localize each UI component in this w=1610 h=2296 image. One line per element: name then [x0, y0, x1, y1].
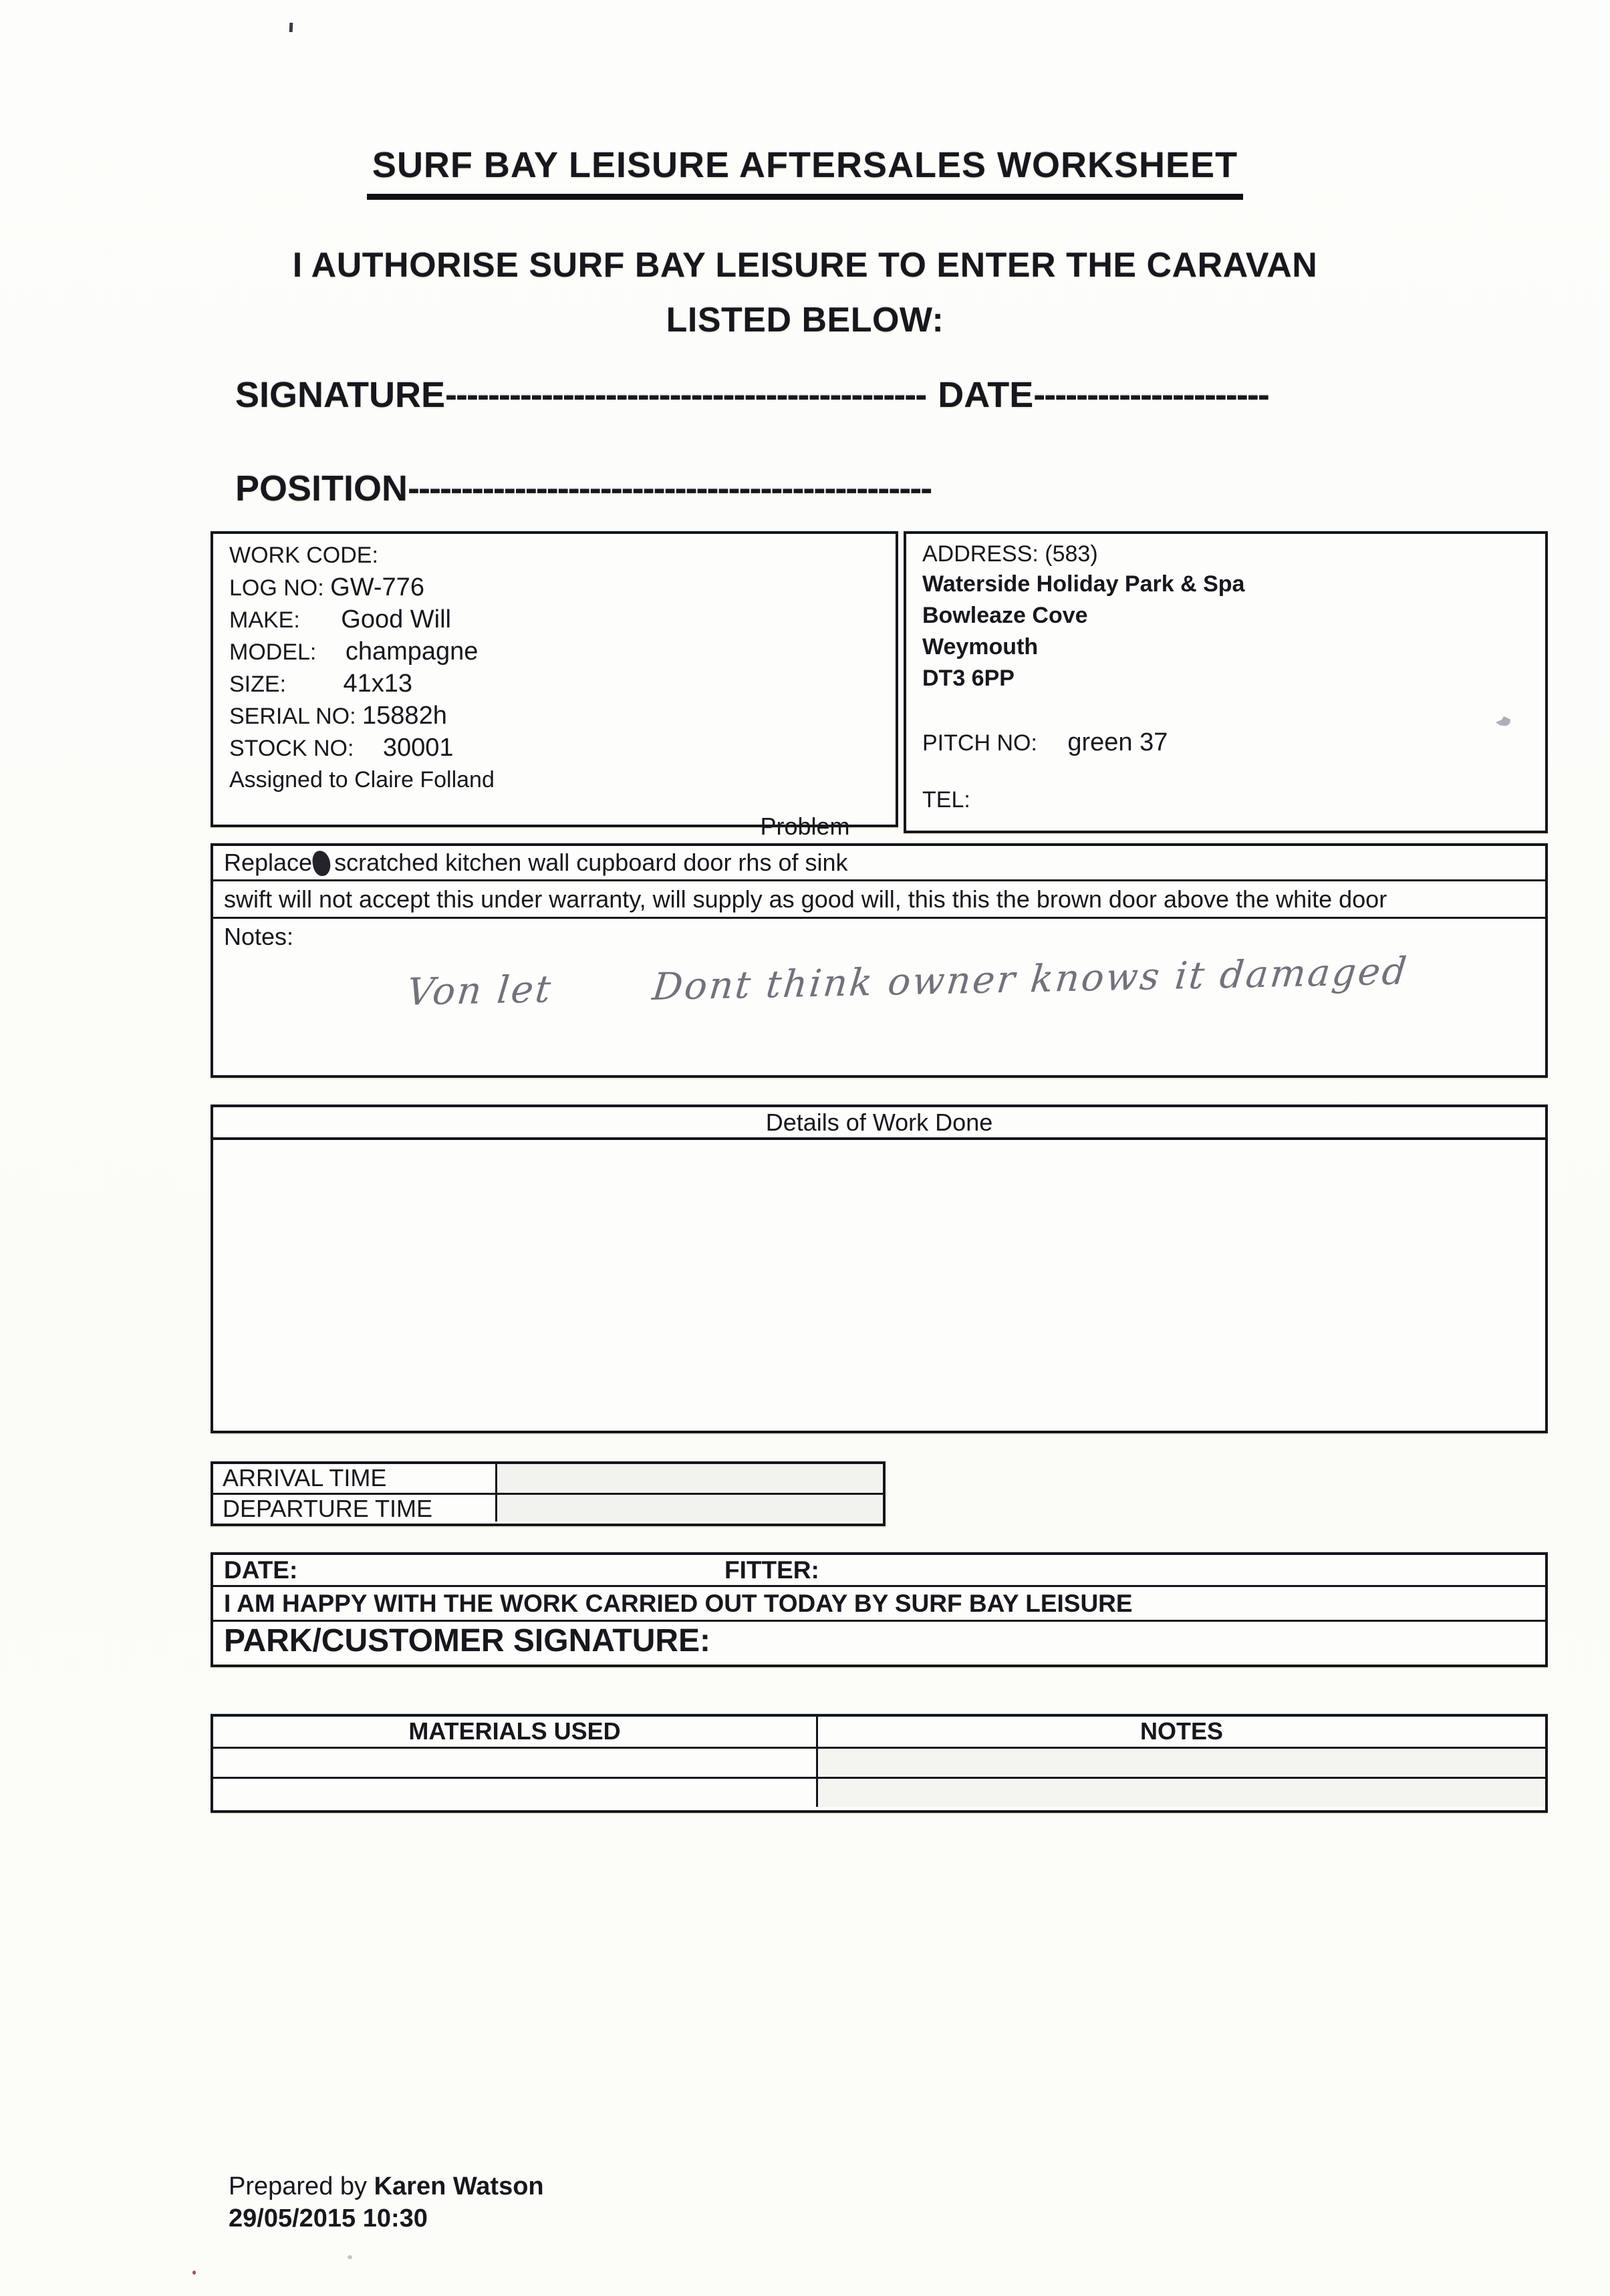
- make-label: MAKE:: [229, 607, 300, 633]
- arrival-time-label: ARRIVAL TIME: [213, 1464, 497, 1493]
- work-done-header: Details of Work Done: [213, 1107, 1545, 1140]
- fitter-label: FITTER:: [724, 1556, 819, 1584]
- position-label: POSITION: [235, 468, 408, 509]
- problem-section-header: Problem: [760, 813, 850, 840]
- arrival-time-value-cell: [497, 1464, 883, 1493]
- handwritten-note: [405, 950, 1410, 1014]
- problem-row1-text-end: scratched kitchen wall cupboard door rhs of sink: [334, 849, 848, 876]
- notes-cell: [818, 1749, 1545, 1777]
- prepared-by-label: Prepared by: [229, 2172, 374, 2200]
- prepared-by-line: [229, 2170, 544, 2202]
- pitch-no-label: PITCH NO:: [922, 730, 1037, 756]
- materials-used-header: MATERIALS USED: [213, 1717, 818, 1747]
- problem-box: [211, 843, 1548, 1078]
- caravan-details-box: [211, 531, 898, 827]
- materials-cell: [213, 1749, 818, 1777]
- ink-smudge-icon: [311, 849, 332, 877]
- table-row: [213, 1464, 883, 1493]
- pitch-no-value: green 37: [1067, 728, 1168, 756]
- authorisation-line2: LISTED BELOW:: [666, 301, 944, 339]
- work-code-line: [229, 539, 896, 571]
- serial-no-value: 15882h: [362, 702, 447, 730]
- serial-no-label: SERIAL NO:: [229, 704, 356, 729]
- materials-table: [211, 1714, 1548, 1813]
- page-title-row: [0, 144, 1610, 200]
- size-line: [229, 668, 896, 700]
- model-label: MODEL:: [229, 639, 317, 665]
- date-fill-line: ----------------------: [1033, 375, 1268, 415]
- departure-time-label: DEPARTURE TIME: [213, 1495, 497, 1522]
- make-value: Good Will: [341, 605, 451, 633]
- serial-no-line: [229, 700, 896, 732]
- authorisation-line1: I AUTHORISE SURF BAY LEISURE TO ENTER THE CARAVAN: [292, 246, 1318, 285]
- handwritten-note-part1: Von let: [404, 968, 555, 1014]
- table-row: [213, 1747, 1545, 1777]
- prepared-by-footer: [229, 2170, 544, 2235]
- table-row: [213, 1777, 1545, 1807]
- notes-header: NOTES: [1139, 1717, 1223, 1745]
- work-code-label: WORK CODE:: [229, 543, 378, 568]
- signature-fill-line: ---------------------------------------------: [445, 375, 926, 415]
- scan-speck-icon: [289, 23, 293, 32]
- problem-row-1: [213, 846, 1545, 881]
- date-fitter-row: [213, 1555, 1545, 1587]
- position-fill-line: -------------------------------------------------: [408, 468, 932, 509]
- position-row: [235, 468, 931, 509]
- notes-cell: [818, 1779, 1545, 1807]
- address-box: [904, 531, 1548, 833]
- signoff-date-label: DATE:: [224, 1556, 298, 1584]
- scan-speck-icon: [348, 2255, 352, 2259]
- size-value: 41x13: [343, 670, 413, 698]
- authorisation-statement: [0, 238, 1610, 347]
- stock-no-label: STOCK NO:: [229, 736, 354, 761]
- log-no-line: [229, 571, 896, 603]
- log-no-value: GW-776: [330, 573, 424, 601]
- log-no-label: LOG NO:: [229, 575, 324, 601]
- address-label: ADDRESS: (583): [922, 541, 1098, 567]
- model-value: champagne: [345, 637, 479, 666]
- address-line2: Bowleaze Cove: [922, 603, 1088, 628]
- times-table: [211, 1461, 886, 1526]
- handwritten-note-part2: Dont think owner knows it damaged: [650, 950, 1411, 1010]
- assigned-to-line: Assigned to Claire Folland: [229, 767, 495, 793]
- materials-header-row: [213, 1717, 1545, 1747]
- materials-cell: [213, 1779, 818, 1807]
- confirmation-statement: I AM HAPPY WITH THE WORK CARRIED OUT TODAY BY SURF BAY LEISURE: [213, 1587, 1545, 1622]
- park-customer-signature-label: PARK/CUSTOMER SIGNATURE:: [224, 1623, 711, 1659]
- address-line1: Waterside Holiday Park & Spa: [922, 571, 1245, 597]
- departure-time-value-cell: [497, 1495, 883, 1522]
- model-line: [229, 635, 896, 668]
- date-label: DATE: [938, 375, 1034, 415]
- tel-line: [922, 785, 1545, 815]
- problem-row-2: swift will not accept this under warranty, will supply as good will, this this the brown door above the white door: [213, 881, 1545, 919]
- page-title: SURF BAY LEISURE AFTERSALES WORKSHEET: [367, 144, 1243, 200]
- problem-notes-row: [213, 919, 1545, 1074]
- work-done-box: [211, 1105, 1548, 1433]
- stock-no-line: [229, 732, 896, 764]
- signature-date-row: [235, 374, 1268, 416]
- problem-row1-text-start: Replace: [224, 849, 313, 876]
- prepared-by-name: Karen Watson: [374, 2172, 544, 2200]
- signature-label: SIGNATURE: [235, 375, 446, 415]
- table-row: [213, 1493, 883, 1522]
- address-postcode: DT3 6PP: [922, 666, 1015, 691]
- signoff-box: [211, 1552, 1548, 1667]
- stock-no-value: 30001: [382, 734, 454, 762]
- scan-speck-icon: [192, 2271, 196, 2275]
- tel-label: TEL:: [922, 787, 970, 813]
- make-line: [229, 603, 896, 635]
- pitch-no-line: [922, 727, 1545, 758]
- notes-label: Notes:: [224, 923, 294, 950]
- size-label: SIZE:: [229, 672, 287, 697]
- prepared-datetime: 29/05/2015 10:30: [229, 2204, 428, 2233]
- address-line3: Weymouth: [922, 634, 1039, 660]
